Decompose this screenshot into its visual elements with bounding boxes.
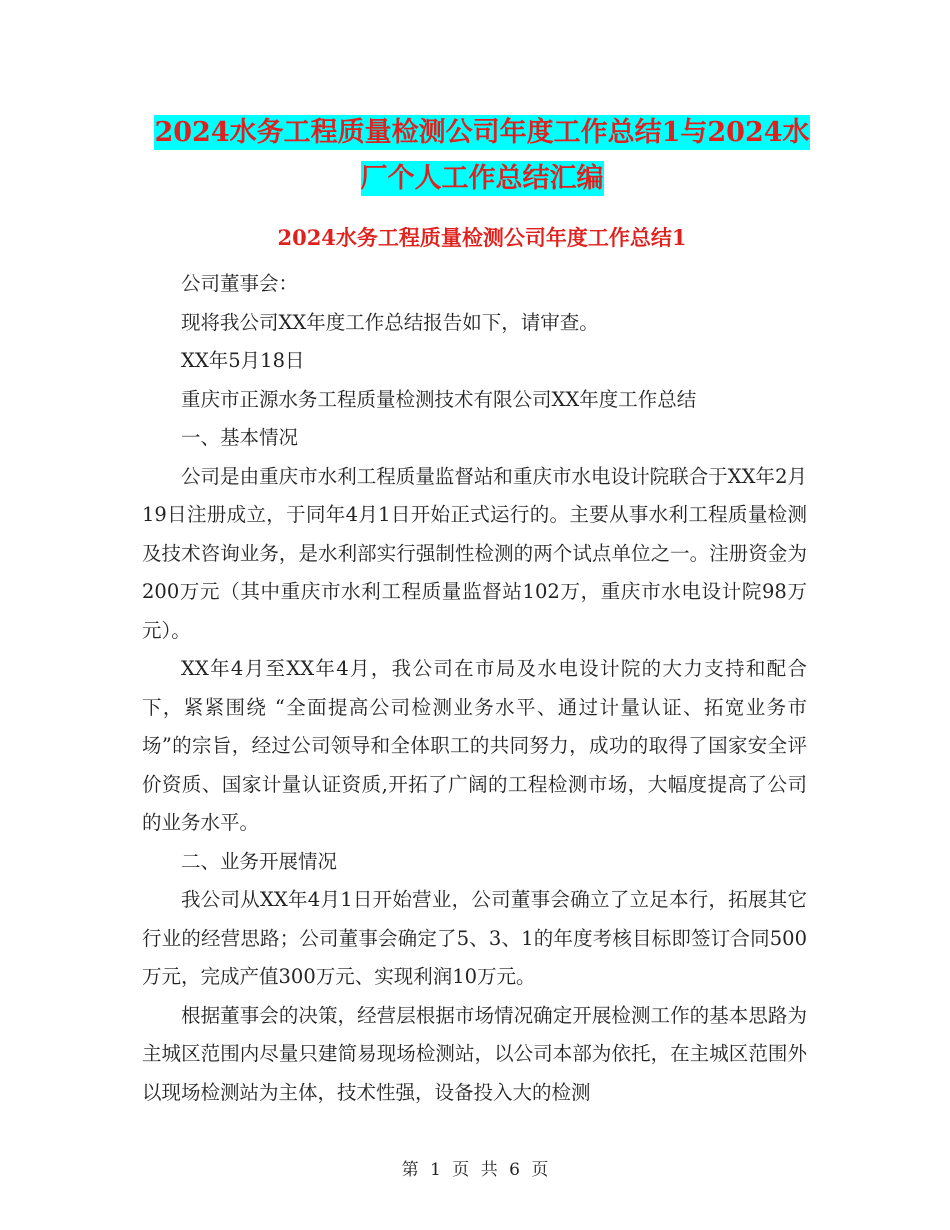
footer-page-label: 第 — [401, 1160, 419, 1180]
document-title — [142, 110, 822, 202]
paragraph: XX年5月18日 — [181, 349, 305, 372]
footer-page-unit: 页 — [452, 1160, 470, 1180]
footer-total-number: 6 — [509, 1160, 520, 1180]
paragraph: 公司董事会： — [181, 272, 299, 295]
page-footer — [0, 1155, 950, 1180]
footer-page-number: 1 — [430, 1160, 441, 1180]
paragraph: 根据董事会的决策，经营层根据市场情况确定开展检测工作的基本思路为主城区范围内尽量只建简易现场检测站，以公司本部为依托，在主城区范围外以现场检测站为主体，技术性强，设备投入大的检测 — [142, 1003, 807, 1104]
paragraph: XX年4月至XX年4月，我公司在市局及水电设计院的大力支持和配合下，紧紧围绕 “全面提高公司检测业务水平、通过计量认证、拓宽业务市场”的宗旨，经过公司领导和全体职工的共同努力，成功的取得了国家安全评价资质、国家计量认证资质,开拓了广阔的工程检测市场，大幅度提高了公司的业务水平。 — [142, 657, 807, 834]
title-line-2: 厂个人工作总结汇编 — [360, 163, 604, 194]
section-title: 2024水务工程质量检测公司年度工作总结1 — [277, 225, 687, 250]
title-line-1: 2024水务工程质量检测公司年度工作总结1与2024水 — [154, 117, 810, 148]
paragraph: 重庆市正源水务工程质量检测技术有限公司XX年度工作总结 — [181, 387, 697, 411]
paragraph: 现将我公司XX年度工作总结报告如下，请审查。 — [181, 310, 599, 334]
paragraph: 二、业务开展情况 — [181, 849, 338, 873]
paragraph: 一、基本情况 — [181, 426, 299, 449]
footer-total-unit: 页 — [531, 1160, 549, 1180]
document-body — [142, 265, 807, 1112]
paragraph: 公司是由重庆市水利工程质量监督站和重庆市水电设计院联合于XX年2月19日注册成立，于同年4月1日开始正式运行的。主要从事水利工程质量检测及技术咨询业务，是水利部实行强制性检测的两个试点单位之一。注册资金为200万元（其中重庆市水利工程质量监督站102万，重庆市水电设计院98万元）。 — [142, 464, 807, 642]
paragraph: 我公司从XX年4月1日开始营业，公司董事会确立了立足本行，拓展其它行业的经营思路；公司董事会确定了5、3、1的年度考核目标即签订合同500万元，完成产值300万元、实现利润10万元。 — [142, 888, 807, 988]
footer-total-label: 共 — [480, 1160, 498, 1180]
